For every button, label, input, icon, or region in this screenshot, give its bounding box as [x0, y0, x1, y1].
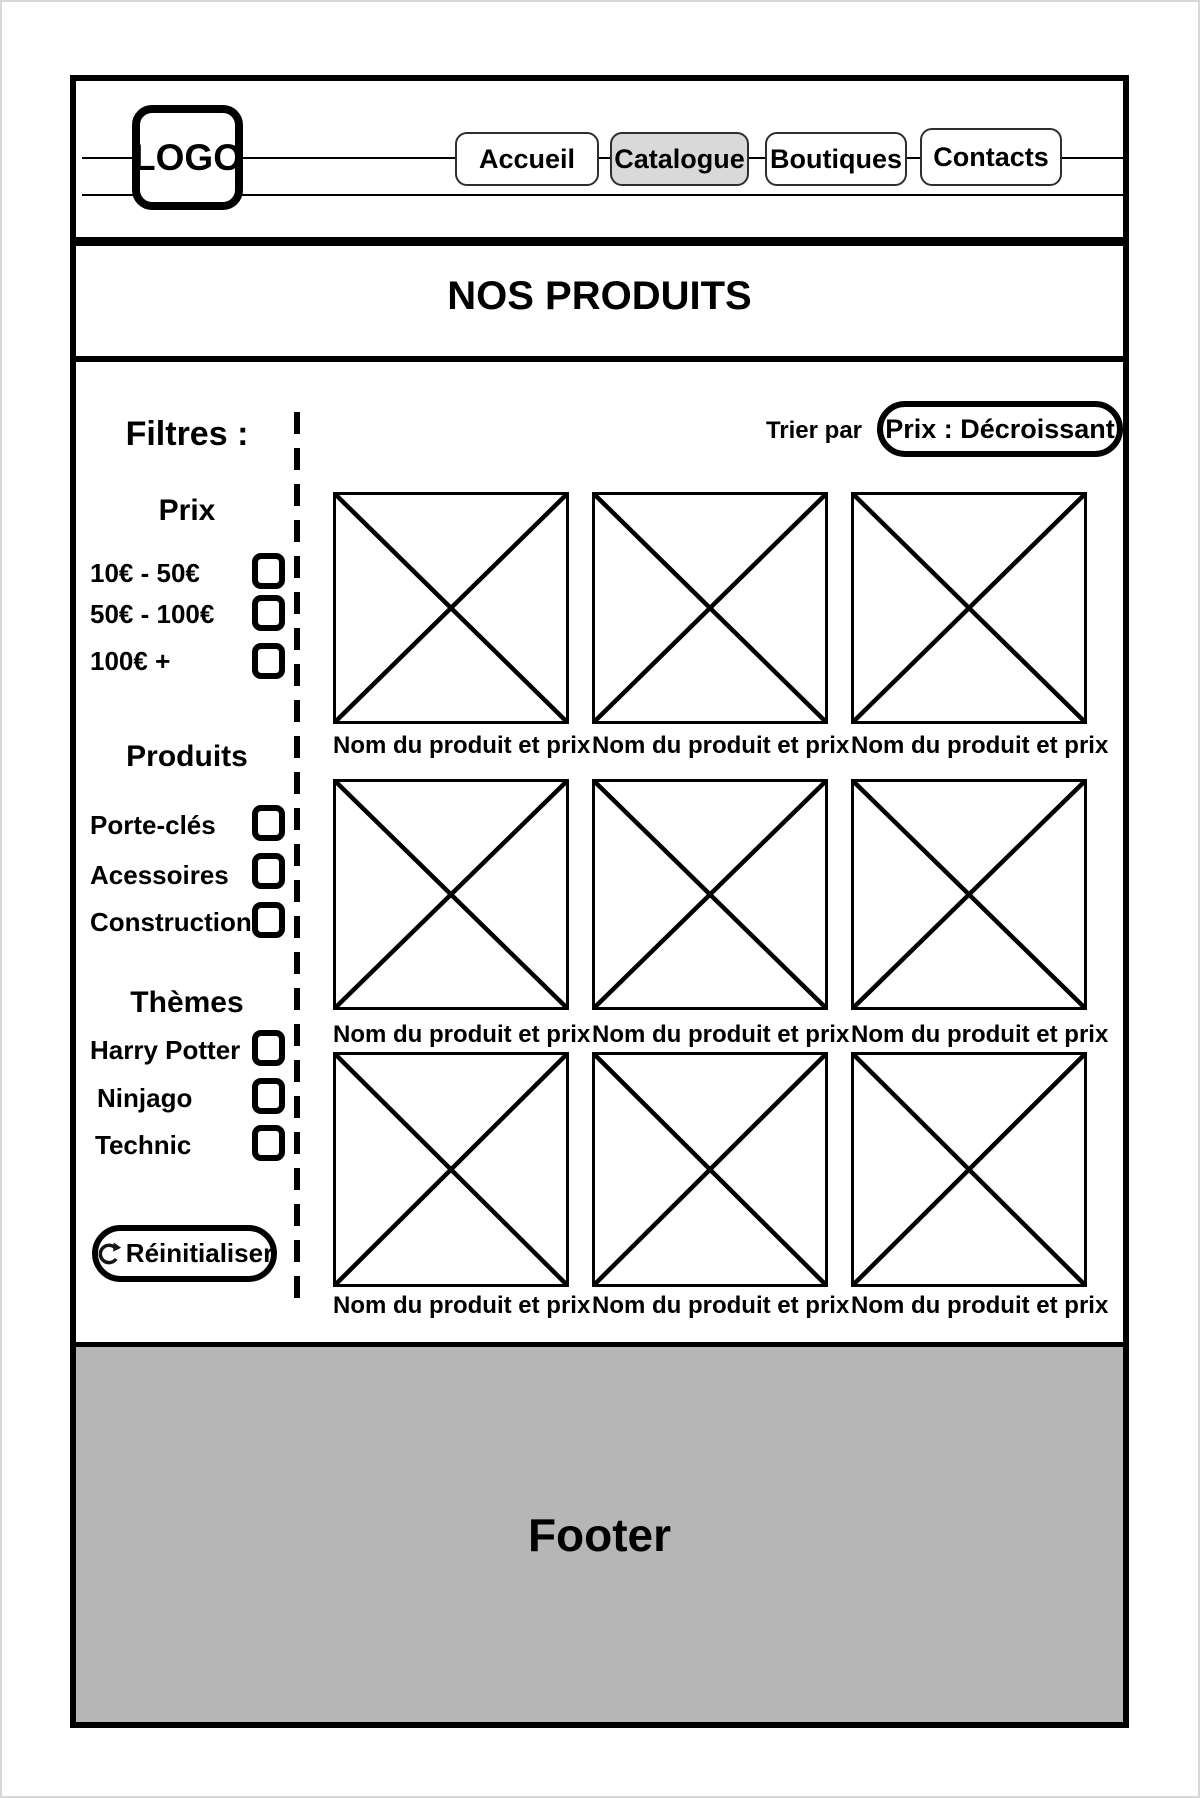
product-image-placeholder[interactable]	[592, 1052, 828, 1287]
filter-option-label: 50€ - 100€	[90, 599, 215, 629]
checkbox-ninjago[interactable]	[252, 1078, 285, 1114]
product-caption: Nom du produit et prix	[333, 1021, 591, 1048]
product-caption: Nom du produit et prix	[851, 1021, 1109, 1048]
page-title: NOS PRODUITS	[447, 274, 752, 318]
product-image-placeholder[interactable]	[333, 1052, 569, 1287]
filters-heading: Filtres :	[125, 415, 249, 453]
logo-text: LOGO	[133, 136, 242, 178]
filter-option-label: 100€ +	[90, 646, 171, 676]
filter-option-label: Technic	[95, 1130, 192, 1160]
product-caption: Nom du produit et prix	[851, 1292, 1109, 1319]
nav-item-label: Contacts	[933, 141, 1049, 172]
filter-option-label: Harry Potter	[90, 1035, 241, 1065]
product-image-placeholder[interactable]	[851, 779, 1087, 1010]
product-image-placeholder[interactable]	[333, 779, 569, 1010]
checkbox-construction[interactable]	[252, 902, 285, 938]
filter-option-label: Porte-clés	[90, 810, 216, 840]
product-image-placeholder[interactable]	[592, 779, 828, 1010]
filter-group-heading-produits: Produits	[126, 740, 248, 773]
product-image-placeholder[interactable]	[851, 1052, 1087, 1287]
footer-label: Footer	[527, 1508, 672, 1561]
nav-item-label: Catalogue	[614, 143, 745, 174]
filter-group-heading-themes: Thèmes	[130, 986, 244, 1019]
filter-option-label: 10€ - 50€	[90, 558, 200, 588]
product-caption: Nom du produit et prix	[333, 1292, 591, 1319]
checkbox-harry-potter[interactable]	[252, 1030, 285, 1066]
product-image-placeholder[interactable]	[851, 492, 1087, 724]
filter-option-label: Ninjago	[97, 1083, 193, 1113]
sort-select-value: Prix : Décroissant	[885, 413, 1115, 444]
nav-item-contacts[interactable]	[920, 128, 1062, 186]
logo[interactable]	[132, 105, 243, 210]
checkbox-10-50[interactable]	[252, 553, 285, 589]
refresh-icon	[96, 1241, 122, 1267]
sort-select[interactable]	[877, 401, 1123, 457]
footer	[76, 1347, 1123, 1722]
nav-item-label: Boutiques	[770, 143, 902, 174]
checkbox-50-100[interactable]	[252, 595, 285, 631]
nav-item-accueil[interactable]	[455, 132, 599, 186]
checkbox-acessoires[interactable]	[252, 853, 285, 889]
product-image-placeholder[interactable]	[333, 492, 569, 724]
product-image-placeholder[interactable]	[592, 492, 828, 724]
nav-item-label: Accueil	[478, 143, 576, 174]
filters-divider	[294, 412, 300, 1307]
filter-option-label: Acessoires	[90, 860, 229, 890]
checkbox-100-plus[interactable]	[252, 643, 285, 679]
header-divider	[76, 237, 1123, 246]
checkbox-porte-cles[interactable]	[252, 805, 285, 841]
filter-option-label: Construction	[90, 907, 252, 937]
product-caption: Nom du produit et prix	[592, 1021, 850, 1048]
product-caption: Nom du produit et prix	[851, 732, 1109, 759]
product-caption: Nom du produit et prix	[333, 732, 591, 759]
reset-filters-button[interactable]	[92, 1225, 277, 1282]
product-caption: Nom du produit et prix	[592, 732, 850, 759]
product-caption: Nom du produit et prix	[592, 1292, 850, 1319]
filter-group-heading-prix: Prix	[158, 494, 216, 527]
banner-divider	[76, 356, 1123, 362]
nav-item-boutiques[interactable]	[765, 132, 907, 186]
checkbox-technic[interactable]	[252, 1125, 285, 1161]
sort-by-label: Trier par	[765, 417, 862, 444]
nav-item-catalogue[interactable]	[610, 132, 749, 186]
reset-filters-label: Réinitialiser	[125, 1238, 274, 1268]
